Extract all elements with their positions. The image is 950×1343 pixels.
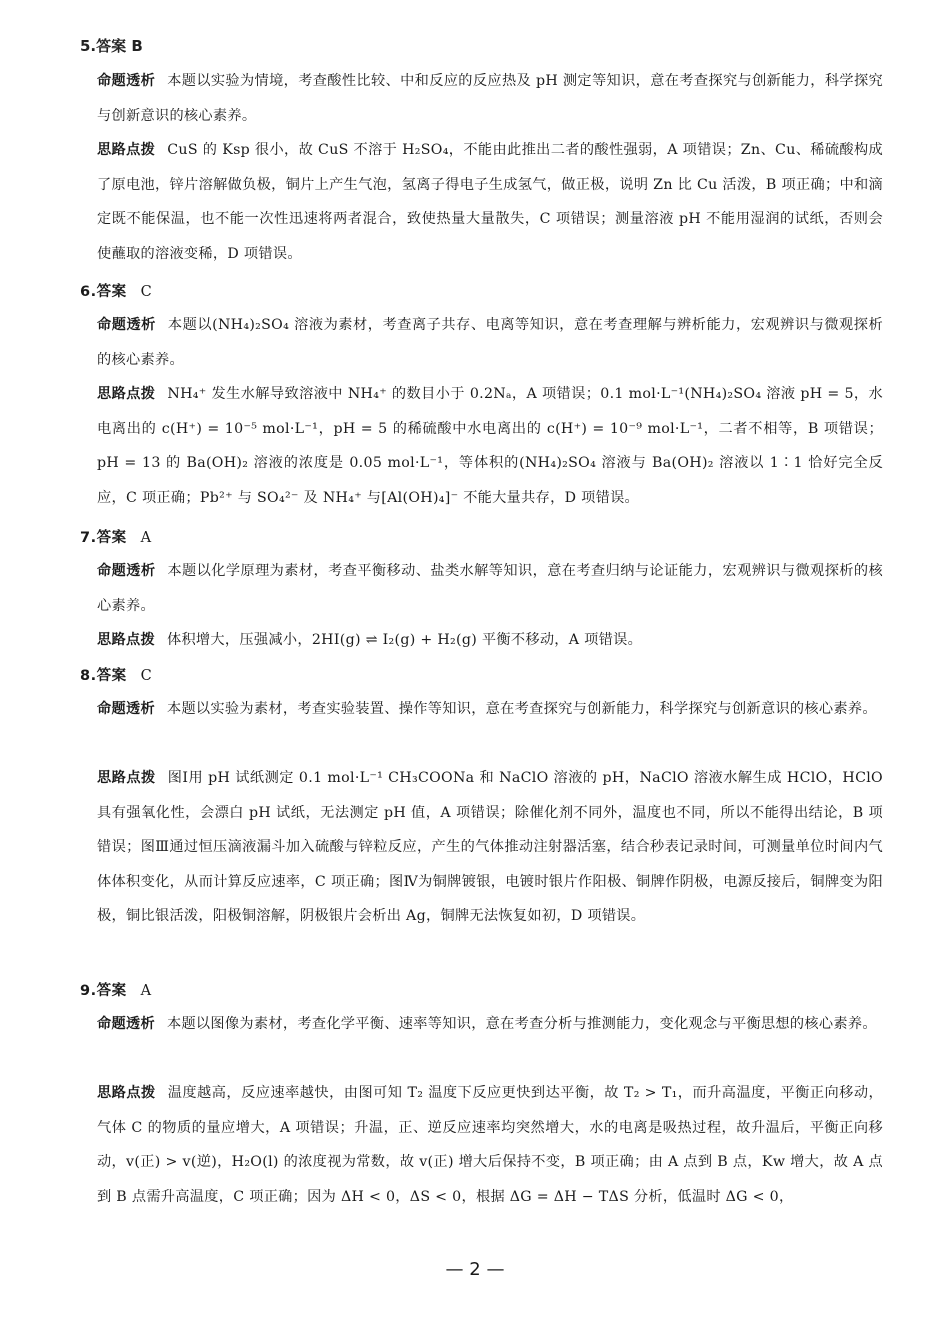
item8-hint: 思路点拨 图Ⅰ用 pH 试纸测定 0.1 mol·L⁻¹ CH₃COONa 和 NaClO 溶液的 pH，NaClO 溶液水解生成 HClO，HClO 具有强氧化性，会漂白 pH 试纸，无法测定 pH 值，A 项错误；除催化剂不同外，温度也不同，所以不能得出结论，B 项错误；图Ⅲ通过恒压滴液漏斗加入硫酸与锌粒反应，产生的气体推动注射器活塞，结合秒表记录时间，可测量单位时间内气体体积变化，从而计算反应速率，C 项正确；图Ⅳ为铜牌镀银，电镀时银片作阳极、铜牌作阴极，电源反接后，铜牌变为阳极，铜比银活泼，阳极铜溶解，阴极银片会析出 Ag，铜牌无法恢复如初，D 项错误。 [97, 770, 883, 924]
item9-answer: 9.答案 A [80, 983, 152, 999]
item6-analysis: 命题透析 本题以(NH₄)₂SO₄ 溶液为素材，考查离子共存、电离等知识，意在考查理解与辨析能力，宏观辨识与微观探析的核心素养。 [97, 317, 884, 368]
label-hint: 思路点拨 [97, 142, 156, 158]
item9-hint: 思路点拨 温度越高，反应速率越快，由图可知 T₂ 温度下反应更快到达平衡，故 T₂ > T₁，而升高温度，平衡正向移动，气体 C 的物质的量应增大，A 项错误；升温，正、逆反应速率均突然增大，水的电离是吸热过程，故升温后，平衡正向移动，v(正) > v(逆)，H₂O(l) 的浓度视为常数，故 v(正) 增大后保持不变，B 项正确；由 A 点到 B 点，Kw 增大，故 A 点到 B 点需升高温度，C 项正确；因为 ΔH < 0，ΔS < 0，根据 ΔG = ΔH − TΔS 分析，低温时 ΔG < 0， [97, 1085, 884, 1205]
label-hint: 思路点拨 [97, 632, 155, 648]
label-analysis: 命题透析 [97, 1016, 155, 1032]
clipped-header: 5.答案 B [80, 37, 143, 55]
item7-hint: 思路点拨 体积增大，压强减小，2HI(g) ⇌ I₂(g) + H₂(g) 平衡不移动，A 项错误。 [97, 632, 643, 648]
item6-hint: 思路点拨 NH₄⁺ 发生水解导致溶液中 NH₄⁺ 的数目小于 0.2Nₐ，A 项错误；0.1 mol·L⁻¹(NH₄)₂SO₄ 溶液 pH = 5，水电离出的 c(H⁺) = 10⁻⁵ mol·L⁻¹，pH = 5 的稀硫酸中水电离出的 c(H⁺) = 10⁻⁹ mol·L⁻¹，二者不相等，B 项错误；pH = 13 的 Ba(OH)₂ 溶液的浓度是 0.05 mol·L⁻¹，等体积的(NH₄)₂SO₄ 溶液与 Ba(OH)₂ 溶液以 1∶1 恰好完全反应，C 项正确；Pb²⁺ 与 SO₄²⁻ 及 NH₄⁺ 与[Al(OH)₄]⁻ 不能大量共存，D 项错误。 [97, 386, 883, 506]
label-analysis: 命题透析 [97, 73, 156, 89]
item8-answer: 8.答案 C [80, 668, 153, 684]
label-hint: 思路点拨 [97, 386, 156, 402]
item8-analysis: 命题透析 本题以实验为素材，考查实验装置、操作等知识，意在考查探究与创新能力，科学探究与创新意识的核心素养。 [97, 701, 877, 717]
item5-hint: 思路点拨 CuS 的 Ksp 很小，故 CuS 不溶于 H₂SO₄，不能由此推出二者的酸性强弱，A 项错误；Zn、Cu、稀硫酸构成了原电池，锌片溶解做负极，铜片上产生气泡，氢离子得电子生成氢气，做正极，说明 Zn 比 Cu 活泼，B 项正确；中和滴定既不能保温，也不能一次性迅速将两者混合，致使热量大量散失，C 项错误；测量溶液 pH 不能用湿润的试纸，否则会使蘸取的溶液变稀，D 项错误。 [97, 142, 883, 262]
page-number: — 2 — [445, 1259, 505, 1280]
label-hint: 思路点拨 [97, 770, 156, 786]
label-hint: 思路点拨 [97, 1085, 156, 1101]
item6-answer: 6.答案 C [80, 284, 153, 300]
item9-analysis: 命题透析 本题以图像为素材，考查化学平衡、速率等知识，意在考查分析与推测能力，变化观念与平衡思想的核心素养。 [97, 1016, 877, 1032]
item7-answer: 7.答案 A [80, 530, 152, 546]
item7-analysis: 命题透析 本题以化学原理为素材，考查平衡移动、盐类水解等知识，意在考查归纳与论证能力，宏观辨识与微观探析的核心素养。 [97, 563, 884, 614]
label-analysis: 命题透析 [97, 701, 155, 717]
item5-analysis: 命题透析 本题以实验为情境，考查酸性比较、中和反应的反应热及 pH 测定等知识，意在考查探究与创新能力，科学探究与创新意识的核心素养。 [97, 73, 883, 124]
label-analysis: 命题透析 [97, 563, 156, 579]
label-analysis: 命题透析 [97, 317, 156, 333]
